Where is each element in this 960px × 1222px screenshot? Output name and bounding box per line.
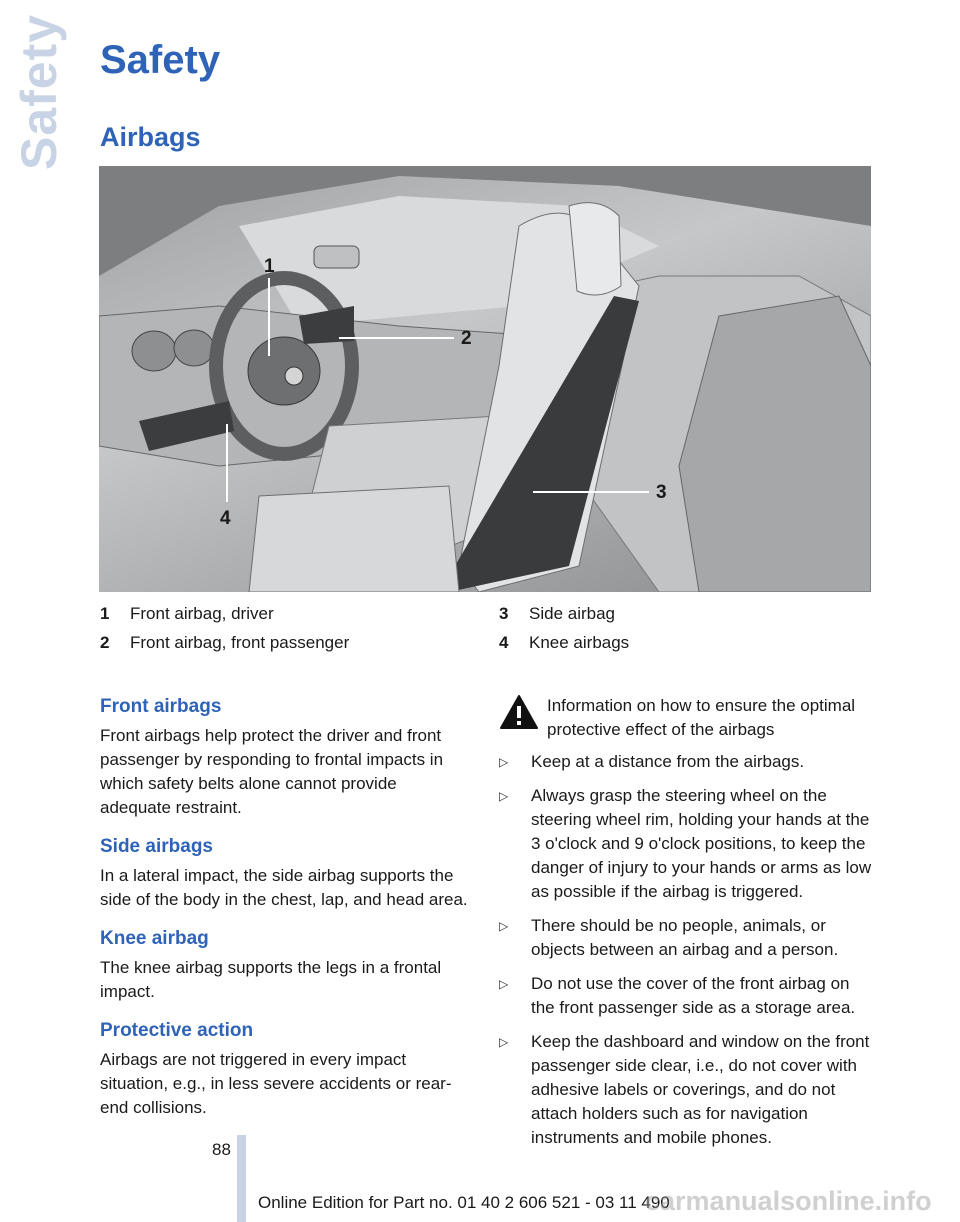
- legend-text: Side airbag: [529, 604, 616, 623]
- callout-label-2: 2: [461, 328, 472, 349]
- section-protective-action: [100, 1018, 472, 1120]
- legend-number: 3: [499, 604, 509, 623]
- section-body: Airbags are not triggered in every impact situation, e.g., in less severe accidents or rear-end collisions.: [100, 1050, 452, 1117]
- section-front-airbags: [100, 694, 472, 820]
- warning-triangle-icon: [499, 694, 539, 730]
- legend-number: 2: [100, 633, 110, 652]
- list-item: [499, 1030, 874, 1150]
- list-item: [499, 784, 874, 904]
- list-item: [499, 972, 874, 1020]
- airbag-interior-illustration: [99, 166, 871, 592]
- edition-note: Online Edition for Part no. 01 40 2 606 521 - 03 11 490: [258, 1193, 670, 1212]
- list-item-text: Keep the dashboard and window on the front passenger side clear, i.e., do not cover with adhesive labels or coverings, and do not attach holders such as for navigation instruments and mobile phones.: [531, 1032, 870, 1147]
- section-body: The knee airbag supports the legs in a frontal impact.: [100, 958, 442, 1001]
- warning-box: [499, 694, 874, 742]
- car-interior-drawing: [99, 166, 871, 592]
- list-item: [499, 914, 874, 962]
- legend-item: [100, 603, 274, 625]
- footer-divider: [237, 1135, 246, 1222]
- left-column: [100, 694, 472, 1134]
- section-body: In a lateral impact, the side airbag supports the side of the body in the chest, lap, and head area.: [100, 866, 468, 909]
- section-knee-airbag: [100, 926, 472, 1004]
- driver-airbag-hub: [248, 337, 320, 405]
- list-item-text: Always grasp the steering wheel on the steering wheel rim, holding your hands at the 3 o'clock and 9 o'clock positions, to keep the danger of injury to your hands or arms as low as possible if the airbag is triggered.: [531, 786, 872, 901]
- bullet-triangle-icon: ▷: [499, 755, 509, 769]
- section-heading: Protective action: [100, 1020, 254, 1041]
- legend-item: [499, 632, 629, 654]
- callout-label-4: 4: [220, 508, 231, 529]
- legend-item: [499, 603, 615, 625]
- callout-label-3: 3: [656, 482, 667, 503]
- callout-label-1: 1: [264, 256, 275, 277]
- section-side-airbags: [100, 834, 472, 912]
- legend-number: 1: [100, 604, 110, 623]
- section-title: Airbags: [100, 122, 201, 152]
- bullet-triangle-icon: ▷: [499, 789, 509, 803]
- gauge-left: [132, 331, 176, 371]
- section-body: Front airbags help protect the driver and front passenger by responding to frontal impacts in which safety belts alone cannot provide adequate restraint.: [100, 726, 444, 817]
- legend-item: [100, 632, 349, 654]
- section-heading: Side airbags: [100, 836, 213, 857]
- page-number: 88: [212, 1140, 231, 1159]
- page-title: Safety: [100, 38, 221, 82]
- list-item-text: Do not use the cover of the front airbag on the front passenger side as a storage area.: [531, 974, 856, 1017]
- legend-number: 4: [499, 633, 509, 652]
- list-item-text: There should be no people, animals, or objects between an airbag and a person.: [531, 916, 839, 959]
- bullet-triangle-icon: ▷: [499, 977, 509, 991]
- gauge-right: [174, 330, 214, 366]
- section-heading: Front airbags: [100, 696, 222, 717]
- headrest-shape: [569, 203, 621, 295]
- brand-emblem: [285, 367, 303, 385]
- bullet-triangle-icon: ▷: [499, 1035, 509, 1049]
- watermark: carmanualsonline.info: [645, 1186, 932, 1216]
- section-heading: Knee airbag: [100, 928, 209, 949]
- list-item-text: Keep at a distance from the airbags.: [531, 752, 805, 771]
- side-chapter-tab: Safety: [11, 13, 67, 170]
- legend-text: Front airbag, driver: [130, 604, 274, 623]
- legend-text: Front airbag, front passenger: [130, 633, 350, 652]
- warning-list: [499, 750, 874, 1150]
- legend-text: Knee airbags: [529, 633, 630, 652]
- warning-text: Information on how to ensure the optimal protective effect of the airbags: [547, 696, 856, 739]
- seat-cushion: [249, 486, 459, 592]
- bullet-triangle-icon: ▷: [499, 919, 509, 933]
- mirror-shape: [314, 246, 359, 268]
- list-item: [499, 750, 874, 774]
- right-column: [499, 694, 874, 1160]
